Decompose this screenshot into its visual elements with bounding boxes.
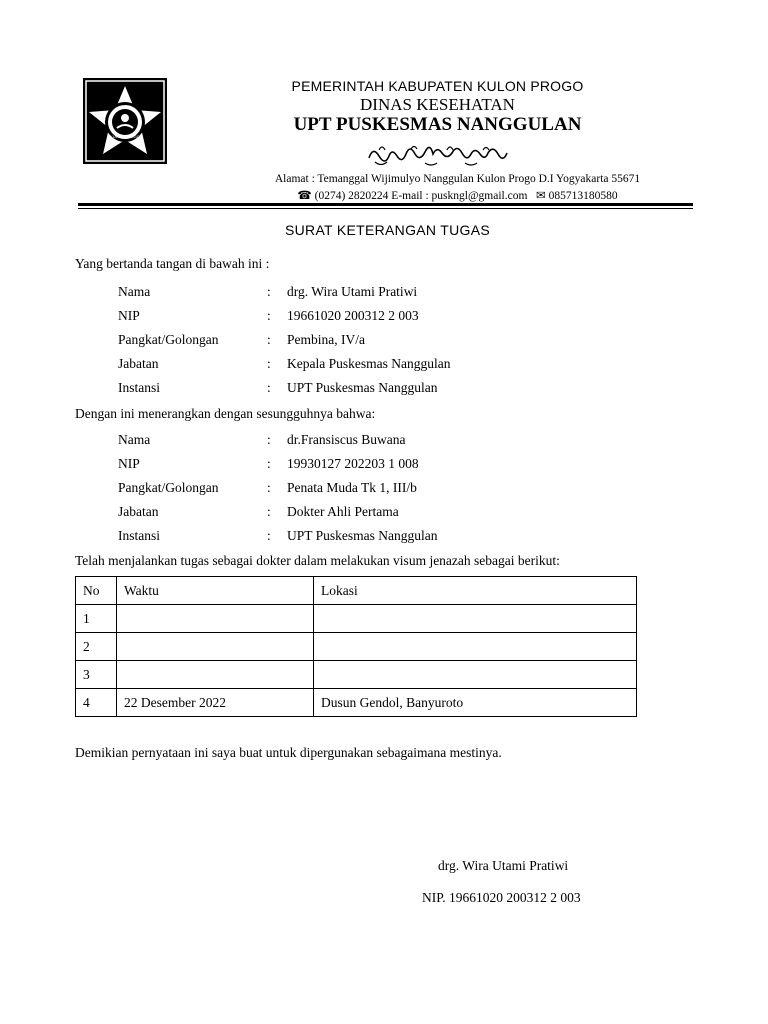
field-value: Pembina, IV/a: [287, 332, 365, 347]
phone-number: (0274) 2820224: [314, 190, 389, 202]
subject-row-name: [0, 432, 768, 452]
field-label: Nama: [118, 284, 151, 299]
mobile-number: 085713180580: [548, 190, 618, 202]
cell-lokasi: Dusun Gendol, Banyuroto: [314, 689, 637, 717]
visum-table: [75, 576, 637, 717]
intro-text: Yang bertanda tangan di bawah ini :: [75, 256, 270, 271]
field-value: Penata Muda Tk 1, III/b: [287, 480, 417, 495]
cell-waktu: 22 Desember 2022: [117, 689, 314, 717]
field-colon: :: [267, 308, 271, 323]
subject-row-agency: [0, 528, 768, 548]
signer-row-rank: [0, 332, 768, 352]
signer-row-agency: [0, 380, 768, 400]
table-row: [76, 633, 637, 661]
header-waktu: Waktu: [117, 577, 314, 605]
field-label: Instansi: [118, 528, 160, 543]
field-label: Pangkat/Golongan: [118, 480, 219, 495]
task-text: Telah menjalankan tugas sebagai dokter dalam melakukan visum jenazah sebagai berikut:: [75, 553, 560, 568]
kulon-progo-crest-icon: [83, 78, 167, 164]
cell-waktu: [117, 661, 314, 689]
signature-nip: NIP. 19661020 200312 2 003: [422, 890, 581, 905]
field-label: Jabatan: [118, 504, 159, 519]
document-title: SURAT KETERANGAN TUGAS: [285, 222, 490, 238]
cell-waktu: [117, 633, 314, 661]
logo-text: KULON PROGO: [110, 134, 140, 139]
telephone-icon: ☎: [297, 190, 312, 202]
field-colon: :: [267, 480, 271, 495]
javanese-script-icon: [365, 140, 525, 168]
cell-no: 2: [76, 633, 117, 661]
field-colon: :: [267, 432, 271, 447]
signer-row-name: [0, 284, 768, 304]
letterhead-rule-thin: [78, 208, 693, 209]
field-colon: :: [267, 380, 271, 395]
header-no: No: [76, 577, 117, 605]
email-address: E-mail : puskngl@gmail.com: [391, 190, 528, 202]
field-value: 19930127 202203 1 008: [287, 456, 419, 471]
department-name: DINAS KESEHATAN: [360, 95, 515, 114]
cell-lokasi: [314, 605, 637, 633]
field-value: dr.Fransiscus Buwana: [287, 432, 406, 447]
statement-text: Dengan ini menerangkan dengan sesungguhnya bahwa:: [75, 406, 376, 421]
field-colon: :: [267, 528, 271, 543]
signature-name: drg. Wira Utami Pratiwi: [438, 858, 569, 873]
cell-lokasi: [314, 633, 637, 661]
cell-waktu: [117, 605, 314, 633]
letterhead-rule-thick: [78, 203, 693, 206]
field-colon: :: [267, 332, 271, 347]
field-value: UPT Puskesmas Nanggulan: [287, 380, 438, 395]
cell-no: 1: [76, 605, 117, 633]
field-label: NIP: [118, 308, 140, 323]
envelope-icon: ✉: [536, 190, 546, 202]
field-value: UPT Puskesmas Nanggulan: [287, 528, 438, 543]
address-line: Alamat : Temanggal Wijimulyo Nanggulan Kulon Progo D.I Yogyakarta 55671: [274, 173, 641, 185]
field-colon: :: [267, 456, 271, 471]
cell-no: 3: [76, 661, 117, 689]
field-value: 19661020 200312 2 003: [287, 308, 419, 323]
signer-row-position: [0, 356, 768, 376]
field-colon: :: [267, 356, 271, 371]
field-label: NIP: [118, 456, 140, 471]
field-value: drg. Wira Utami Pratiwi: [287, 284, 418, 299]
table-row: [76, 605, 637, 633]
contact-line: [180, 188, 695, 202]
field-colon: :: [267, 504, 271, 519]
field-colon: :: [267, 284, 271, 299]
field-label: Instansi: [118, 380, 160, 395]
table-row: [76, 689, 637, 717]
signer-row-nip: [0, 308, 768, 328]
subject-row-rank: [0, 480, 768, 500]
field-value: Dokter Ahli Pertama: [287, 504, 399, 519]
institution-name: UPT PUSKESMAS NANGGULAN: [293, 114, 582, 135]
field-label: Jabatan: [118, 356, 159, 371]
subject-row-nip: [0, 456, 768, 476]
table-header-row: [76, 577, 637, 605]
field-label: Pangkat/Golongan: [118, 332, 219, 347]
government-name: PEMERINTAH KABUPATEN KULON PROGO: [291, 78, 584, 94]
subject-row-position: [0, 504, 768, 524]
header-lokasi: Lokasi: [314, 577, 637, 605]
cell-no: 4: [76, 689, 117, 717]
field-value: Kepala Puskesmas Nanggulan: [287, 356, 451, 371]
closing-text: Demikian pernyataan ini saya buat untuk dipergunakan sebagaimana mestinya.: [75, 745, 502, 760]
field-label: Nama: [118, 432, 151, 447]
cell-lokasi: [314, 661, 637, 689]
table-row: [76, 661, 637, 689]
